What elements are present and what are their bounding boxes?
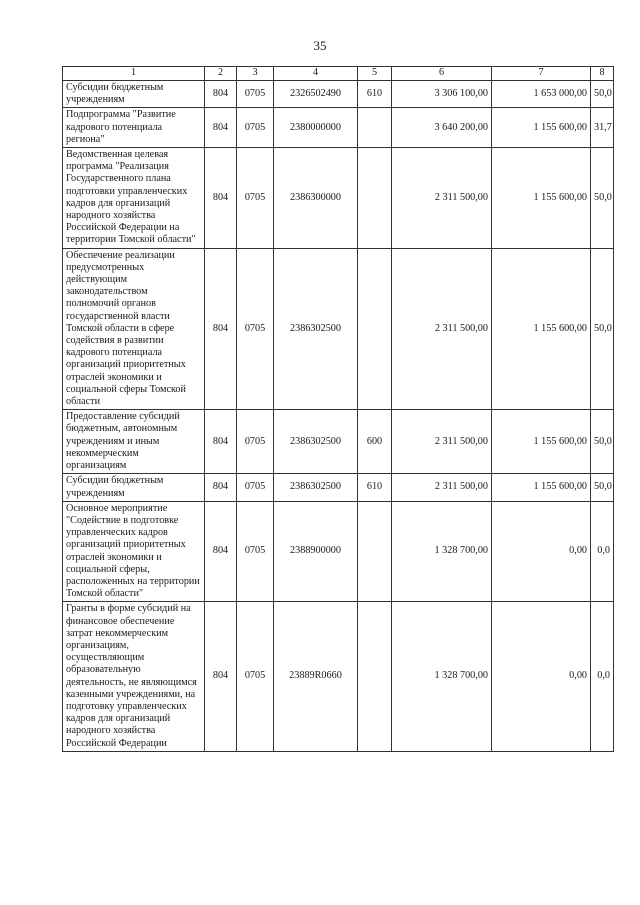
cell-col8: 50,0 xyxy=(591,81,614,108)
cell-col7: 0,00 xyxy=(492,501,591,602)
table-row xyxy=(63,248,614,410)
cell-col7: 1 155 600,00 xyxy=(492,410,591,474)
table-row xyxy=(63,108,614,148)
cell-col3: 0705 xyxy=(237,81,274,108)
cell-col2: 804 xyxy=(205,410,237,474)
cell-col3: 0705 xyxy=(237,474,274,501)
table-row xyxy=(63,501,614,602)
cell-col5 xyxy=(358,108,392,148)
cell-col6: 3 640 200,00 xyxy=(392,108,492,148)
cell-col8: 50,0 xyxy=(591,248,614,410)
cell-col6: 2 311 500,00 xyxy=(392,148,492,249)
cell-col5: 600 xyxy=(358,410,392,474)
column-header: 1 xyxy=(63,67,205,81)
cell-col8: 31,7 xyxy=(591,108,614,148)
cell-col6: 2 311 500,00 xyxy=(392,248,492,410)
cell-col6: 2 311 500,00 xyxy=(392,410,492,474)
row-name: Основное мероприятие "Содействие в подготовке управленческих кадров организаций приоритетных отраслей экономики и социальной сферы, расположенных на территории Томской области" xyxy=(63,501,205,602)
table-row xyxy=(63,474,614,501)
row-name: Подпрограмма "Развитие кадрового потенциала региона" xyxy=(63,108,205,148)
cell-col3: 0705 xyxy=(237,410,274,474)
page-number: 35 xyxy=(313,38,327,53)
cell-col4: 2388900000 xyxy=(274,501,358,602)
cell-col3: 0705 xyxy=(237,501,274,602)
cell-col7: 1 155 600,00 xyxy=(492,108,591,148)
cell-col5 xyxy=(358,248,392,410)
cell-col2: 804 xyxy=(205,474,237,501)
table-row xyxy=(63,81,614,108)
cell-col5: 610 xyxy=(358,81,392,108)
cell-col3: 0705 xyxy=(237,602,274,751)
cell-col8: 50,0 xyxy=(591,474,614,501)
cell-col6: 1 328 700,00 xyxy=(392,602,492,751)
cell-col2: 804 xyxy=(205,148,237,249)
table-row xyxy=(63,602,614,751)
column-header: 6 xyxy=(392,67,492,81)
cell-col4: 23889R0660 xyxy=(274,602,358,751)
cell-col8: 50,0 xyxy=(591,410,614,474)
cell-col2: 804 xyxy=(205,248,237,410)
cell-col6: 1 328 700,00 xyxy=(392,501,492,602)
cell-col7: 1 653 000,00 xyxy=(492,81,591,108)
cell-col2: 804 xyxy=(205,501,237,602)
cell-col7: 0,00 xyxy=(492,602,591,751)
budget-table xyxy=(62,66,614,752)
column-header: 3 xyxy=(237,67,274,81)
row-name: Обеспечение реализации предусмотренных действующим законодательством полномочий органов государственной власти Томской области в сфере содействия в развитии кадрового потенциала организаций приоритетных отраслей экономики и социальной сферы Томской области xyxy=(63,248,205,410)
column-header: 5 xyxy=(358,67,392,81)
cell-col4: 2326502490 xyxy=(274,81,358,108)
cell-col8: 0,0 xyxy=(591,602,614,751)
table-row xyxy=(63,410,614,474)
row-name: Гранты в форме субсидий на финансовое обеспечение затрат некоммерческим организациям, осуществляющим образовательную деятельность, не являющимся казенными учреждениями, на подготовку управленческих кадров для организаций народного хозяйства Российской Федерации xyxy=(63,602,205,751)
cell-col8: 50,0 xyxy=(591,148,614,249)
cell-col7: 1 155 600,00 xyxy=(492,148,591,249)
column-header: 2 xyxy=(205,67,237,81)
cell-col5 xyxy=(358,148,392,249)
cell-col5 xyxy=(358,501,392,602)
cell-col3: 0705 xyxy=(237,248,274,410)
cell-col8: 0,0 xyxy=(591,501,614,602)
cell-col4: 2386300000 xyxy=(274,148,358,249)
cell-col4: 2386302500 xyxy=(274,474,358,501)
column-header: 4 xyxy=(274,67,358,81)
row-name: Ведомственная целевая программа "Реализация Государственного плана подготовки управленческих кадров для организаций народного хозяйства Российской Федерации на территории Томской области" xyxy=(63,148,205,249)
cell-col6: 3 306 100,00 xyxy=(392,81,492,108)
column-header: 7 xyxy=(492,67,591,81)
cell-col6: 2 311 500,00 xyxy=(392,474,492,501)
cell-col3: 0705 xyxy=(237,148,274,249)
header-row xyxy=(63,67,614,81)
cell-col2: 804 xyxy=(205,602,237,751)
row-name: Предоставление субсидий бюджетным, автономным учреждениям и иным некоммерческим организациям xyxy=(63,410,205,474)
table-row xyxy=(63,148,614,249)
cell-col4: 2380000000 xyxy=(274,108,358,148)
row-name: Субсидии бюджетным учреждениям xyxy=(63,81,205,108)
cell-col4: 2386302500 xyxy=(274,248,358,410)
cell-col2: 804 xyxy=(205,108,237,148)
row-name: Субсидии бюджетным учреждениям xyxy=(63,474,205,501)
cell-col7: 1 155 600,00 xyxy=(492,248,591,410)
cell-col5 xyxy=(358,602,392,751)
cell-col7: 1 155 600,00 xyxy=(492,474,591,501)
column-header: 8 xyxy=(591,67,614,81)
cell-col4: 2386302500 xyxy=(274,410,358,474)
cell-col2: 804 xyxy=(205,81,237,108)
cell-col5: 610 xyxy=(358,474,392,501)
cell-col3: 0705 xyxy=(237,108,274,148)
